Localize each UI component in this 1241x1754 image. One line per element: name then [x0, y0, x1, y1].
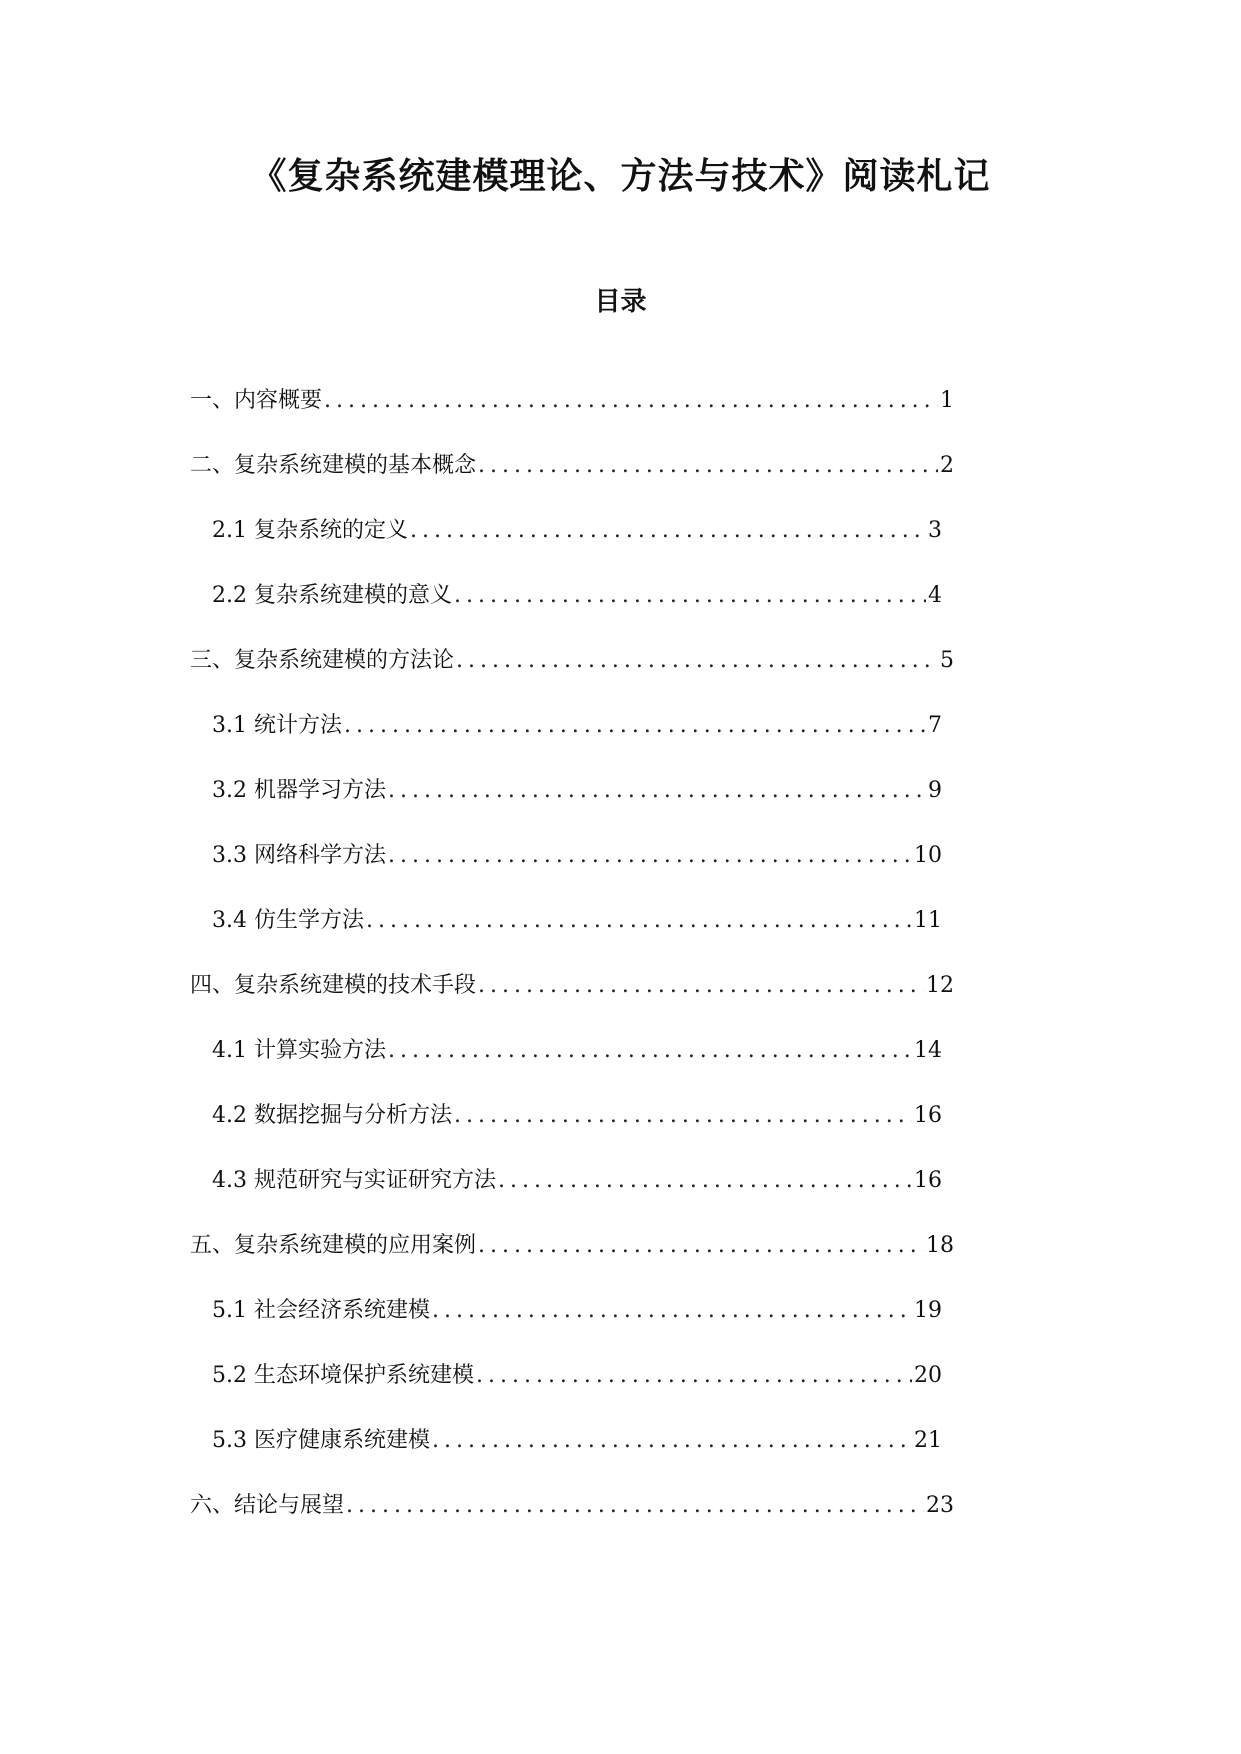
toc-entry-label: 4.1 计算实验方法	[212, 1038, 386, 1063]
toc-entry-page: 9	[928, 778, 942, 803]
toc-entry-page: 10	[914, 843, 942, 868]
toc-entry[interactable]	[0, 1231, 954, 1296]
toc-entry-page: 4	[928, 583, 942, 608]
toc-leader-dots	[410, 516, 926, 546]
toc-entry-label: 3.2 机器学习方法	[212, 778, 386, 803]
toc-entry-label: 5.2 生态环境保护系统建模	[212, 1363, 474, 1388]
toc-entry-page: 3	[928, 518, 942, 543]
toc-entry[interactable]	[0, 1426, 942, 1491]
toc-leader-dots	[476, 1361, 912, 1391]
toc-leader-dots	[498, 1166, 912, 1196]
toc-entry[interactable]	[0, 1101, 942, 1166]
toc-entry-label: 5.3 医疗健康系统建模	[212, 1428, 430, 1453]
toc-leader-dots	[324, 386, 938, 416]
toc-entry[interactable]	[0, 971, 954, 1036]
toc-entry-label: 二、复杂系统建模的基本概念	[190, 453, 477, 478]
toc-entry-label: 2.1 复杂系统的定义	[212, 518, 408, 543]
toc-entry[interactable]	[0, 711, 942, 776]
toc-leader-dots	[432, 1296, 912, 1326]
table-of-contents	[0, 386, 1241, 1556]
toc-heading: 目录	[594, 287, 647, 317]
toc-entry-label: 3.1 统计方法	[212, 713, 342, 738]
document-title: 《复杂系统建模理论、方法与技术》阅读札记	[250, 156, 991, 197]
toc-leader-dots	[388, 1036, 912, 1066]
toc-leader-dots	[478, 451, 938, 481]
toc-leader-dots	[478, 971, 924, 1001]
toc-entry-label: 2.2 复杂系统建模的意义	[212, 583, 452, 608]
toc-entry-page: 20	[914, 1363, 942, 1388]
toc-leader-dots	[344, 711, 926, 741]
toc-leader-dots	[346, 1491, 924, 1521]
toc-entry-page: 7	[928, 713, 942, 738]
toc-leader-dots	[388, 776, 926, 806]
toc-entry-label: 4.2 数据挖掘与分析方法	[212, 1103, 452, 1128]
toc-entry-page: 14	[914, 1038, 942, 1063]
toc-entry-page: 21	[914, 1428, 942, 1453]
toc-entry-page: 5	[940, 648, 954, 673]
toc-entry-page: 2	[940, 453, 954, 478]
toc-entry-label: 5.1 社会经济系统建模	[212, 1298, 430, 1323]
toc-entry[interactable]	[0, 386, 954, 451]
toc-entry-label: 四、复杂系统建模的技术手段	[190, 973, 477, 998]
toc-leader-dots	[432, 1426, 912, 1456]
toc-entry-page: 16	[914, 1168, 942, 1193]
toc-entry[interactable]	[0, 516, 942, 581]
toc-entry[interactable]	[0, 776, 942, 841]
toc-leader-dots	[454, 1101, 912, 1131]
toc-entry-page: 1	[940, 388, 954, 413]
toc-entry[interactable]	[0, 646, 954, 711]
toc-entry-label: 五、复杂系统建模的应用案例	[190, 1233, 477, 1258]
toc-entry[interactable]	[0, 841, 942, 906]
toc-entry[interactable]	[0, 581, 942, 646]
toc-entry[interactable]	[0, 1166, 942, 1231]
toc-entry[interactable]	[0, 1491, 954, 1556]
toc-entry-page: 23	[926, 1493, 954, 1518]
toc-entry-label: 3.4 仿生学方法	[212, 908, 364, 933]
toc-entry-label: 一、内容概要	[190, 388, 323, 413]
toc-entry-label: 六、结论与展望	[190, 1493, 345, 1518]
toc-entry-page: 11	[914, 908, 942, 933]
toc-entry[interactable]	[0, 906, 942, 971]
toc-entry[interactable]	[0, 1036, 942, 1101]
toc-leader-dots	[456, 646, 938, 676]
toc-entry-label: 3.3 网络科学方法	[212, 843, 386, 868]
toc-entry-page: 16	[914, 1103, 942, 1128]
toc-entry[interactable]	[0, 1296, 942, 1361]
toc-leader-dots	[454, 581, 926, 611]
toc-entry-label: 4.3 规范研究与实证研究方法	[212, 1168, 496, 1193]
toc-entry[interactable]	[0, 451, 954, 516]
toc-leader-dots	[388, 841, 912, 871]
toc-entry-label: 三、复杂系统建模的方法论	[190, 648, 455, 673]
toc-leader-dots	[478, 1231, 924, 1261]
toc-entry-page: 12	[926, 973, 954, 998]
toc-entry-page: 19	[914, 1298, 942, 1323]
toc-leader-dots	[366, 906, 912, 936]
toc-entry-page: 18	[926, 1233, 954, 1258]
toc-entry[interactable]	[0, 1361, 942, 1426]
